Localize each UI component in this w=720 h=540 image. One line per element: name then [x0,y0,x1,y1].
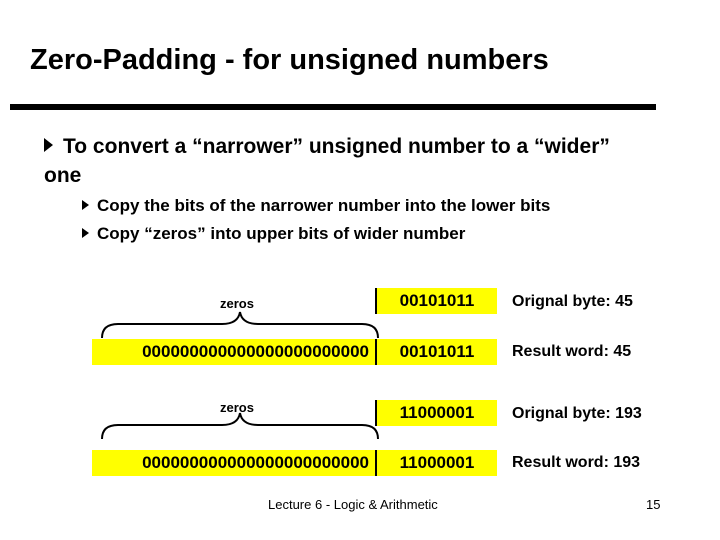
sub-bullet [82,196,550,216]
result-word-caption: Result word: 193 [512,454,641,471]
result-low-byte-box: 00101011 [375,339,497,365]
title-rule [10,104,656,110]
footer-text: Lecture 6 - Logic & Arithmetic [268,497,438,512]
bullet-arrow-icon [44,138,53,152]
page-number: 15 [646,497,661,512]
original-byte-caption: Orignal byte: 193 [512,405,642,422]
curly-brace-icon [100,310,380,340]
zeros-label: zeros [220,296,254,311]
original-byte-box: 11000001 [375,400,497,426]
sub-bullet-text: Copy “zeros” into upper bits of wider number [97,224,466,243]
sub-bullet [82,224,465,244]
zero-padding-box: 000000000000000000000000 [92,450,375,476]
slide-title: Zero-Padding - for unsigned numbers [30,44,549,76]
bullet-arrow-icon [82,200,89,210]
result-low-byte-box: 11000001 [375,450,497,476]
sub-bullet-text: Copy the bits of the narrower number into the lower bits [97,196,551,215]
original-byte-box: 00101011 [375,288,497,314]
zero-padding-box: 000000000000000000000000 [92,339,375,365]
curly-brace-icon [100,411,380,441]
main-bullet [44,132,644,190]
original-byte-caption: Orignal byte: 45 [512,293,633,310]
bullet-arrow-icon [82,228,89,238]
result-word-caption: Result word: 45 [512,343,632,360]
zeros-label: zeros [220,400,254,415]
main-bullet-text: To convert a “narrower” unsigned number to a “wider” one [44,135,610,187]
